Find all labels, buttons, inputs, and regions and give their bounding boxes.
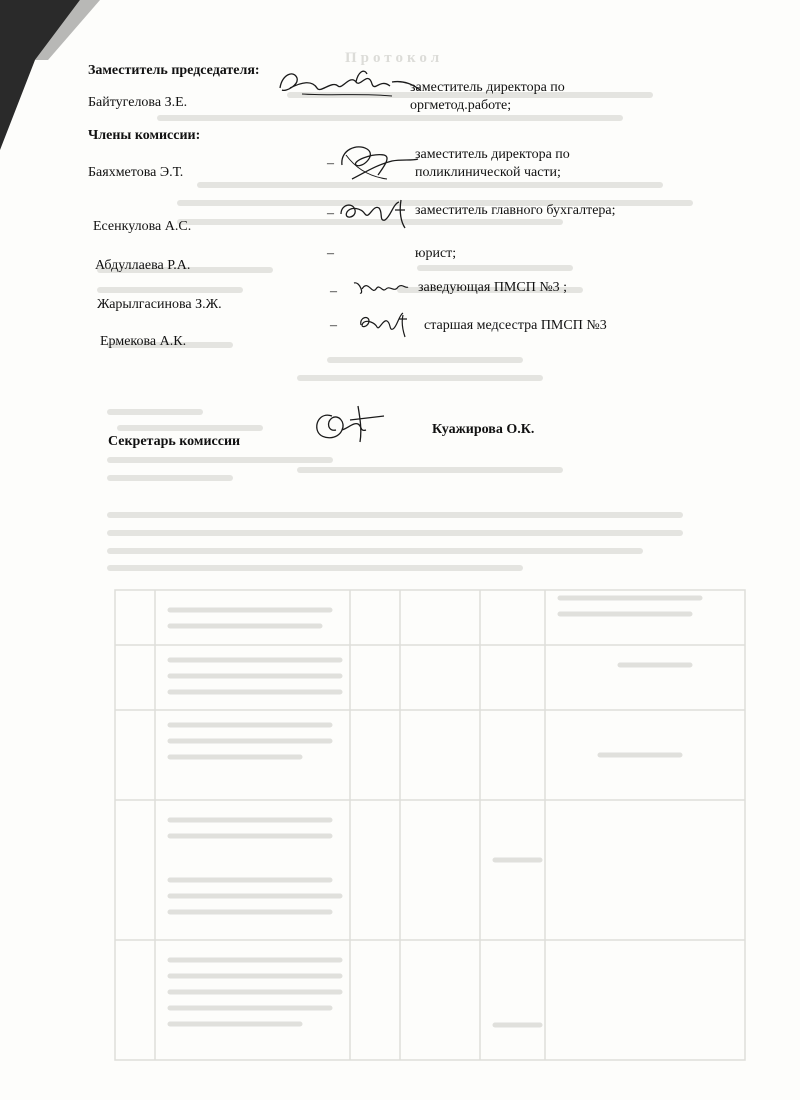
member-name: Баяхметова Э.Т. bbox=[88, 165, 184, 180]
secretary-signature bbox=[308, 400, 398, 445]
member-name: Жарылгасинова З.Ж. bbox=[97, 297, 222, 312]
member-name: Есенкулова А.С. bbox=[93, 219, 192, 234]
deputy-chair-signature bbox=[272, 60, 422, 105]
member-position-line1: старшая медсестра ПМСП №3 bbox=[424, 318, 607, 333]
member-position-line1: заместитель директора по bbox=[415, 147, 570, 162]
member-position-line2: поликлинической части; bbox=[415, 165, 561, 180]
member-signature bbox=[350, 275, 410, 300]
secretary-name: Куажирова О.К. bbox=[432, 422, 535, 437]
members-heading: Члены комиссии: bbox=[88, 128, 201, 143]
member-dash: – bbox=[327, 206, 334, 221]
member-name: Абдуллаева Р.А. bbox=[95, 258, 191, 273]
deputy-chair-name: Байтугелова З.Е. bbox=[88, 95, 188, 110]
member-position-line1: юрист; bbox=[415, 246, 457, 261]
member-name: Ермекова А.К. bbox=[100, 334, 187, 349]
bleed-through-title: Протокол bbox=[345, 50, 444, 66]
member-position-line1: заведующая ПМСП №3 ; bbox=[418, 280, 568, 295]
member-dash: – bbox=[330, 318, 337, 333]
member-dash: – bbox=[327, 246, 334, 261]
member-signature bbox=[335, 192, 415, 232]
deputy-chair-position-line1: заместитель директора по bbox=[410, 80, 565, 95]
member-position-line1: заместитель главного бухгалтера; bbox=[415, 203, 616, 218]
deputy-chair-heading: Заместитель председателя: bbox=[88, 63, 260, 78]
member-dash: – bbox=[327, 156, 334, 171]
deputy-chair-position-line2: оргметод.работе; bbox=[410, 98, 512, 113]
member-signature bbox=[355, 305, 415, 340]
secretary-label: Секретарь комиссии bbox=[108, 434, 241, 449]
member-dash: – bbox=[330, 284, 337, 299]
member-signature bbox=[332, 135, 422, 190]
